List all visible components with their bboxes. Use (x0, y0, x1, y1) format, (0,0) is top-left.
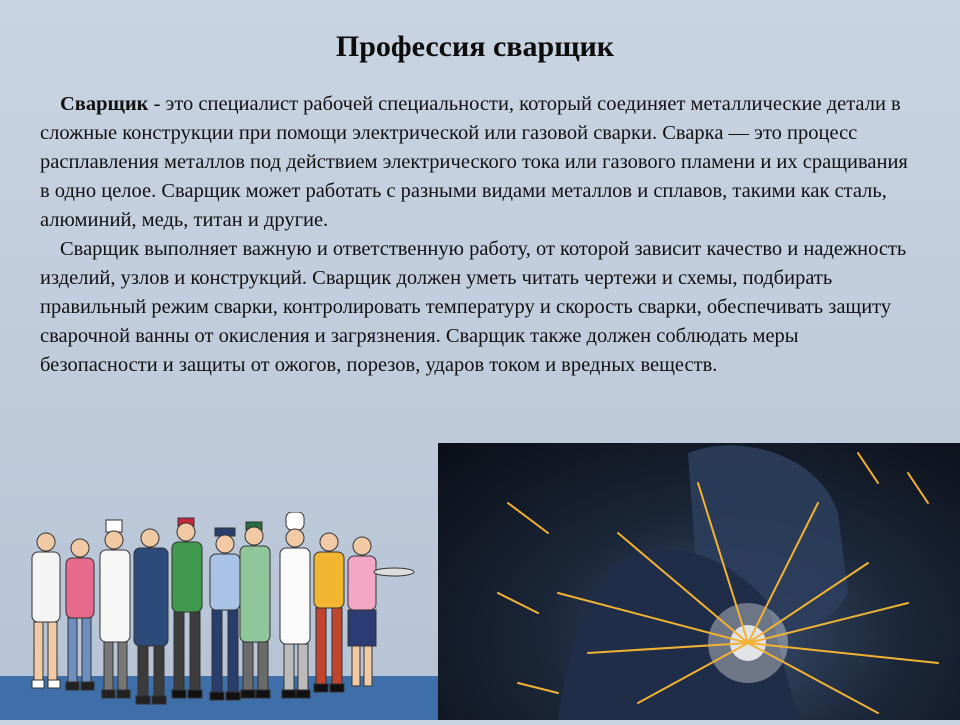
term-welder: Сварщик (60, 93, 149, 115)
paragraph-1 (40, 90, 920, 235)
professions-group-illustration (18, 512, 418, 720)
welder-photo (438, 443, 960, 720)
paragraph-1-text: - это специалист рабочей специальности, который соединяет металлические детали в сложные конструкции при помощи электрической или газовой сварки. Сварка — это процесс расплавления металлов под действием электрического тока или газового пламени и их сращивания в одно целое. Сварщик может работать с разными видами металлов и сплавов, такими как сталь, алюминий, медь, титан и другие. (40, 93, 908, 231)
welder-photo-drawing (438, 443, 960, 720)
people-drawing (18, 512, 418, 720)
slide-title: Профессия сварщик (335, 30, 615, 63)
paragraph-2: Сварщик выполняет важную и ответственную работу, от которой зависит качество и надежность изделий, узлов и конструкций. Сварщик должен уметь читать чертежи и схемы, подбирать правильный режим сварки, контролировать температуру и скорость сварки, обеспечивать защиту сварочной ванны от окисления и загрязнения. Сварщик также должен соблюдать меры безопасности и защиты от ожогов, порезов, ударов током и вредных веществ. (40, 238, 907, 376)
body-text (40, 90, 920, 380)
